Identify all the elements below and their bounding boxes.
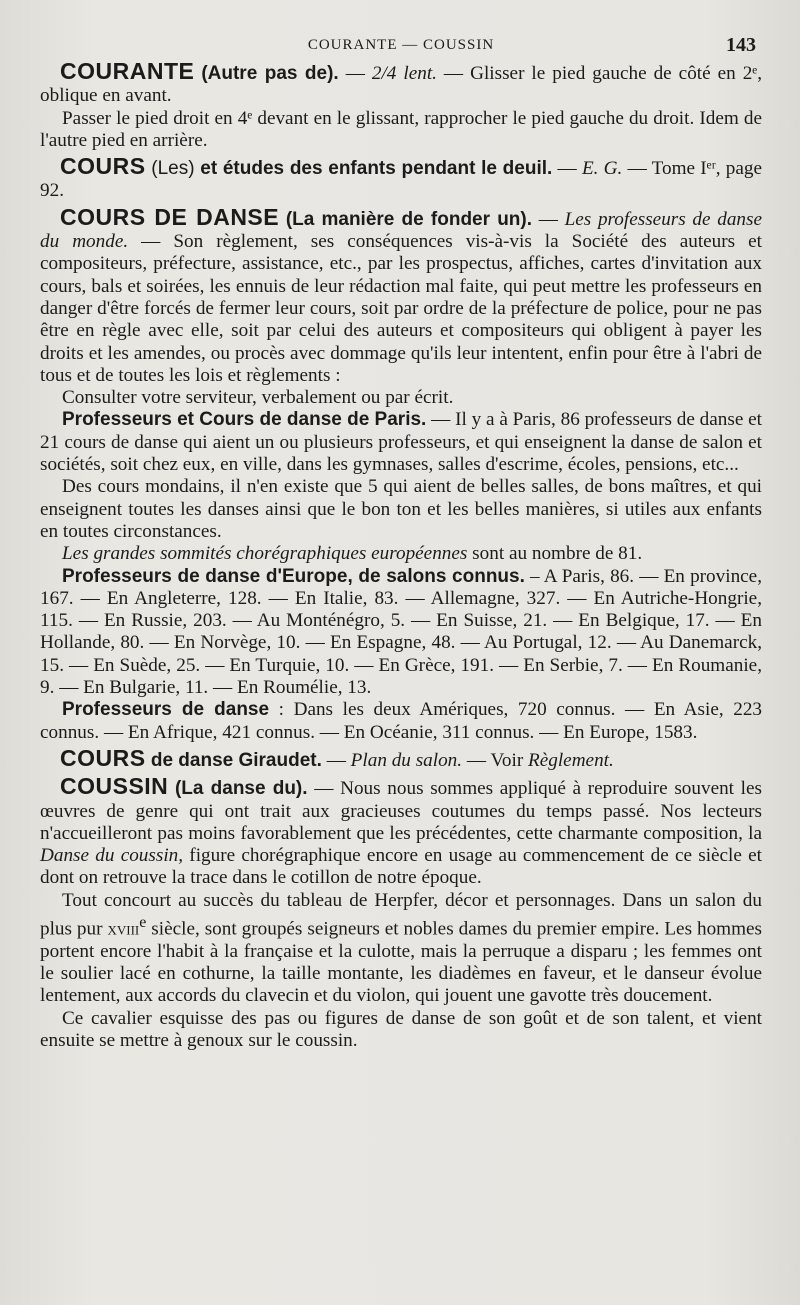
headword: COURANTE xyxy=(60,58,195,84)
entry-paragraph: Ce cavalier esquisse des pas ou figures de danse de son goût et de son talent, et vient ensuite se mettre à genoux sur le coussin. xyxy=(40,1007,762,1051)
entry-paragraph: Des cours mondains, il n'en existe que 5 qui aient de belles salles, de bons maîtres, et qui enseignent toutes les danses ainsi que le bon ton et les belles manières, si utiles aux enfants en toutes circonstances. xyxy=(40,476,762,542)
headword-qualifier: de danse Giraudet. xyxy=(145,749,322,771)
subheading: Professeurs et Cours de danse de Paris. xyxy=(62,409,427,431)
running-head xyxy=(40,30,762,60)
subheading: Professeurs de danse xyxy=(62,699,270,721)
entry-paragraph: Professeurs de danse : Dans les deux Amériques, 720 connus. — En Asie, 223 connus. — En Afrique, 421 connus. — En Océanie, 311 connus. — En Europe, 1583. xyxy=(40,699,763,743)
entry-paragraph: Professeurs et Cours de danse de Paris. — Il y a à Paris, 86 professeurs de danse et 21 cours de danse qui aient un ou plusieurs professeurs, et qui enseignent la danse de salon et sociétés, soit chez eux, en ville, dans les gymnases, salles d'escrime, écoles, pensions, etc... xyxy=(40,409,763,476)
headword-qualifier: (Autre pas de). xyxy=(201,63,339,84)
running-head-title: COURANTE — COUSSIN xyxy=(307,37,495,53)
headword: COURS xyxy=(60,744,146,771)
entry-paragraph: Tout concourt au succès du tableau de Herpfer, décor et personnages. Dans un salon du plus pur xviii$^e$ siècle, sont groupés seigneurs et nobles dames du premier empire. Les hommes portent encore l'habit à la française et la culotte, mais la perruque a disparu ; les femmes ont le soulier lacé en cothurne, la taille montante, les diadèmes en faveur, et le danseur évolue lentement, aux accords du clavecin et du violon, qui jouent une gavotte très doucement. xyxy=(40,889,763,1007)
entry-coussin xyxy=(40,775,762,1052)
subheading: Professeurs de danse d'Europe, de salons connus. xyxy=(62,565,525,587)
entry-cours-de-danse xyxy=(40,203,763,744)
headword: COURS xyxy=(60,153,146,180)
entry-paragraph: Consulter votre serviteur, verbalement ou par écrit. xyxy=(62,387,454,409)
cross-reference: E. G. xyxy=(581,158,623,180)
entry-paragraph: COURS (Les) et études des enfants pendant le deuil. — E. G. — Tome Iᵉʳ, page 92. xyxy=(40,153,762,202)
entry-paragraph: Passer le pied droit en 4ᵉ devant en le glissant, rapprocher le pied gauche du droit. Idem de l'autre pied en arrière. xyxy=(40,107,762,151)
entry-paragraph: COURANTE (Autre pas de). — 2/4 lent. — Glisser le pied gauche de côté en 2ᵉ, oblique en avant. xyxy=(40,58,763,107)
entry-paragraph: Professeurs de danse d'Europe, de salons connus. – A Paris, 86. — En province, 167. — En Angleterre, 128. — En Italie, 83. — Allemagne, 327. — En Autriche-Hongrie, 115. — En Russie, 203. — Au Monténégro, 5. — En Suisse, 21. — En Belgique, 17. — En Hollande, 80. — En Norvège, 10. — En Espagne, 48. — Au Portugal, 12. — Au Danemarck, 15. — En Suède, 25. — En Turquie, 10. — En Grèce, 191. — En Serbie, 7. — En Roumanie, 9. — En Bulgarie, 11. — En Roumélie, 13. xyxy=(40,565,762,699)
page-number: 143 xyxy=(726,34,756,56)
headword-qualifier: et études des enfants pendant le deuil. xyxy=(200,158,553,180)
headword: COUSSIN xyxy=(60,773,169,800)
headword-qualifier: (La manière de fonder un). xyxy=(285,208,533,230)
entry-cours-giraudet xyxy=(40,744,762,772)
entry-paragraph: Les grandes sommités chorégraphiques européennes sont au nombre de 81. xyxy=(62,543,643,565)
entry-paragraph: COURS de danse Giraudet. — Plan du salon. — Voir Règlement. xyxy=(60,744,614,771)
page-body xyxy=(40,60,762,1052)
tempo-marking: 2/4 lent. xyxy=(371,63,437,84)
headword-qualifier: (La danse du). xyxy=(174,778,308,800)
entry-courante xyxy=(40,60,762,152)
entry-paragraph: COUSSIN (La danse du). — Nous nous sommes appliqué à reproduire souvent les œuvres de genre qui ont trait aux gracieuses coutumes du temps passé. Nos lecteurs n'accueilleront pas moins favorablement que les précédentes, cette charmante composition, la Danse du coussin, figure chorégraphique encore en usage au commencement de ce siècle et dont on retrouve la trace dans le cotillon de notre époque. xyxy=(40,773,763,889)
entry-paragraph: COURS DE DANSE (La manière de fonder un). — Les professeurs de danse du monde. — Son règlement, ses conséquences vis-à-vis la Société des auteurs et compositeurs, préfecture, assistance, etc., par les prospectus, affiches, cartes d'invitation aux cours, bals et soirées, les ennuis de leur rédaction mal faite, qui peut mettre les professeurs en danger d'être forcés de fermer leur cours, soit par ordre de la préfecture de police, pour ne pas être en règle avec elle, soit par celui des auteurs et compositeurs qui obligent à payer les droits et les amendes, ou procès avec dommage qu'ils leur intentent, enfin pour être à l'abri de tous et de toutes les lois et règlements : xyxy=(40,203,763,386)
cross-reference: Règlement. xyxy=(528,749,614,771)
headword: COURS DE DANSE xyxy=(60,203,280,230)
entry-cours-deuil xyxy=(40,155,762,203)
